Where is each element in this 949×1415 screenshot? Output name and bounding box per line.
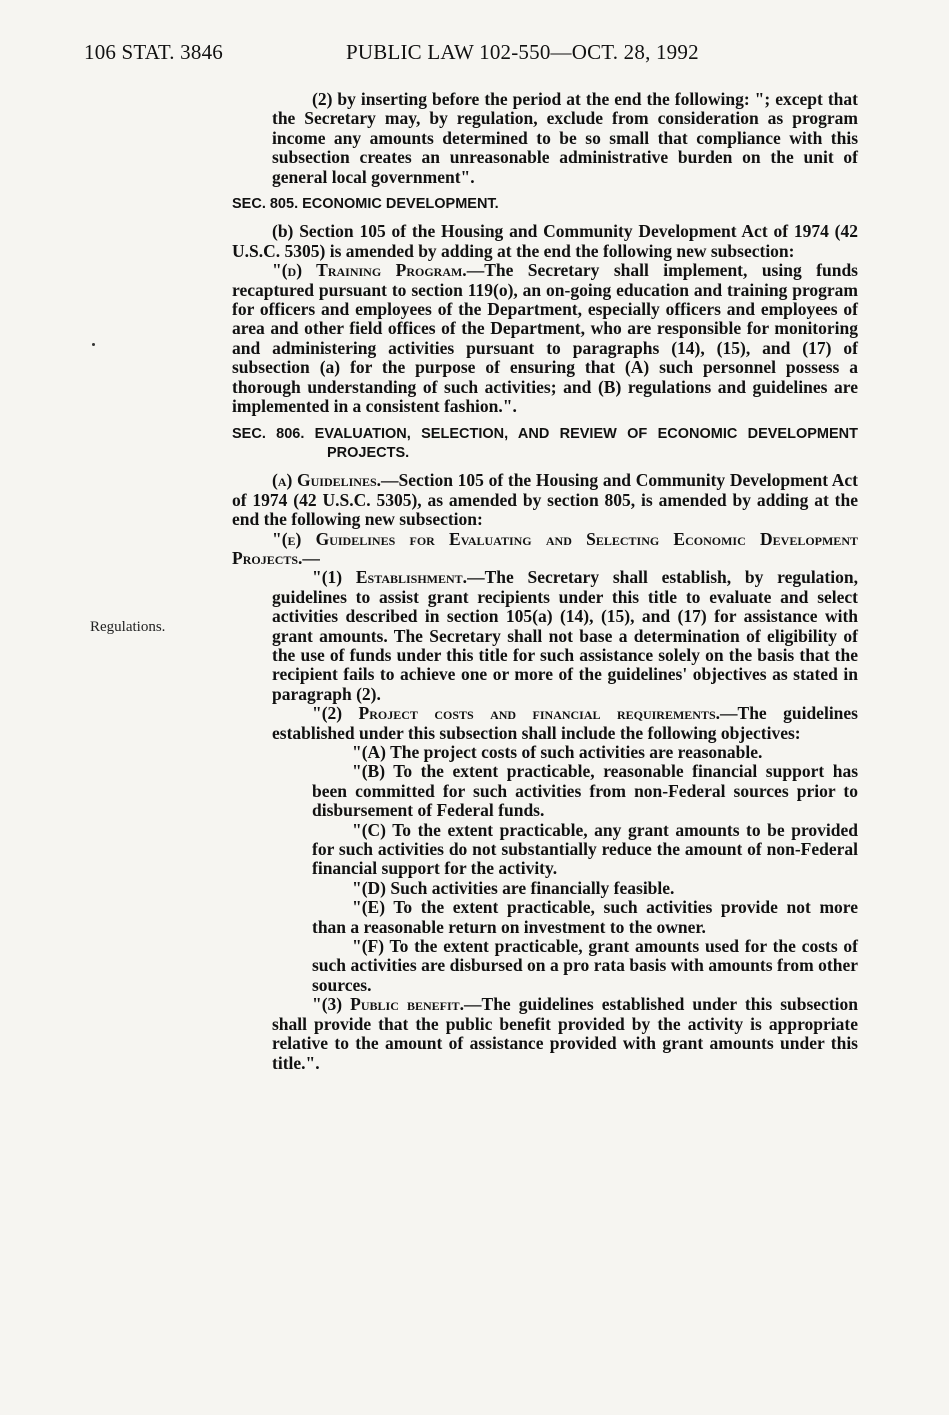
section-heading: SEC. 805. ECONOMIC DEVELOPMENT.: [232, 196, 499, 213]
paragraph-text: —Section 105 of the Housing and Community Development Act of 1974 (42 U.S.C. 5305), as amended by section 805, is amended by adding at the end the following new subsection:: [232, 470, 858, 530]
subparagraph: "(A) The project costs of such activities are reasonable.: [352, 742, 763, 762]
paragraph-heading: "(d) Training Program.: [272, 260, 467, 281]
scan-speck: [92, 343, 95, 346]
paragraph: [232, 471, 858, 529]
paragraph: [232, 261, 858, 416]
paragraph-text: —The Secretary shall establish, by regulation, guidelines to assist grant recipients under this title to evaluate and select activities described in section 105(a) (14), (15), and (17) for assistance with grant amounts. The Secretary shall not base a determination of eligibility of the use of funds under this title for such assistance solely on the basis that the recipient fails to achieve one or more of the guidelines' objectives as stated in paragraph (2).: [272, 567, 858, 704]
subparagraph: "(E) To the extent practicable, such activities provide not more than a reasonable return on investment to the owner.: [312, 897, 858, 937]
paragraph: (b) Section 105 of the Housing and Community Development Act of 1974 (42 U.S.C. 5305) is amended by adding at the end the following new subsection:: [232, 221, 858, 261]
subparagraph: "(F) To the extent practicable, grant amounts used for the costs of such activities are disbursed on a pro rata basis with amounts from other sources.: [312, 936, 858, 995]
paragraph-heading: "(3) Public benefit.: [312, 994, 465, 1015]
paragraph-text: —The guidelines established under this subsection shall include the following objectives:: [272, 703, 858, 743]
paragraph: "(e) Guidelines for Evaluating and Selecting Economic Development Projects.—: [232, 528, 858, 568]
subparagraph: "(B) To the extent practicable, reasonable financial support has been committed for such activities from non-Federal sources prior to disbursement of Federal funds.: [312, 761, 858, 821]
paragraph-heading: "(1) Establishment.: [312, 567, 468, 588]
paragraph-heading: "(2) Project costs and financial requirements.: [312, 703, 721, 724]
paragraph: (2) by inserting before the period at the end the following: "; except that the Secretary may, by regulation, exclude from consideration as program income any amounts determined to be so small that compliance with this subsection creates an unreasonable administrative burden on the unit of general local government".: [272, 89, 858, 187]
paragraph: [232, 568, 858, 704]
section-heading: SEC. 806. EVALUATION, SELECTION, AND REVIEW OF ECONOMIC DEVELOPMENT PROJECTS.: [232, 425, 858, 461]
subparagraph: "(C) To the extent practicable, any grant amounts to be provided for such activities do not substantially reduce the amount of non-Federal financial support for the activity.: [312, 819, 858, 879]
subparagraph: "(D) Such activities are financially feasible.: [352, 877, 675, 898]
paragraph-text: —The Secretary shall implement, using funds recaptured pursuant to section 119(o), an on-going education and training program for officers and employees of the Department, especially officers and employees of area and other field offices of the Department, who are responsible for monitoring and administering activities pursuant to paragraphs (14), (15), and (17) of subsection (a) for the purpose of ensuring that (A) such personnel possess a thorough understanding of such activities; and (B) regulations and guidelines are implemented in a consistent fashion.".: [232, 260, 858, 417]
margin-note: Regulations.: [90, 619, 166, 635]
paragraph-heading: (a) Guidelines.: [272, 470, 382, 491]
paragraph: [232, 704, 858, 743]
paragraph: [232, 995, 858, 1073]
running-head: PUBLIC LAW 102-550—OCT. 28, 1992: [346, 40, 699, 64]
paragraph-text: —The guidelines established under this subsection shall provide that the public benefit provided by the activity is appropriate relative to the amount of assistance provided with grant amounts under this title.".: [272, 994, 858, 1073]
document-body: [232, 90, 858, 1073]
statute-page-number: 106 STAT. 3846: [84, 40, 223, 64]
